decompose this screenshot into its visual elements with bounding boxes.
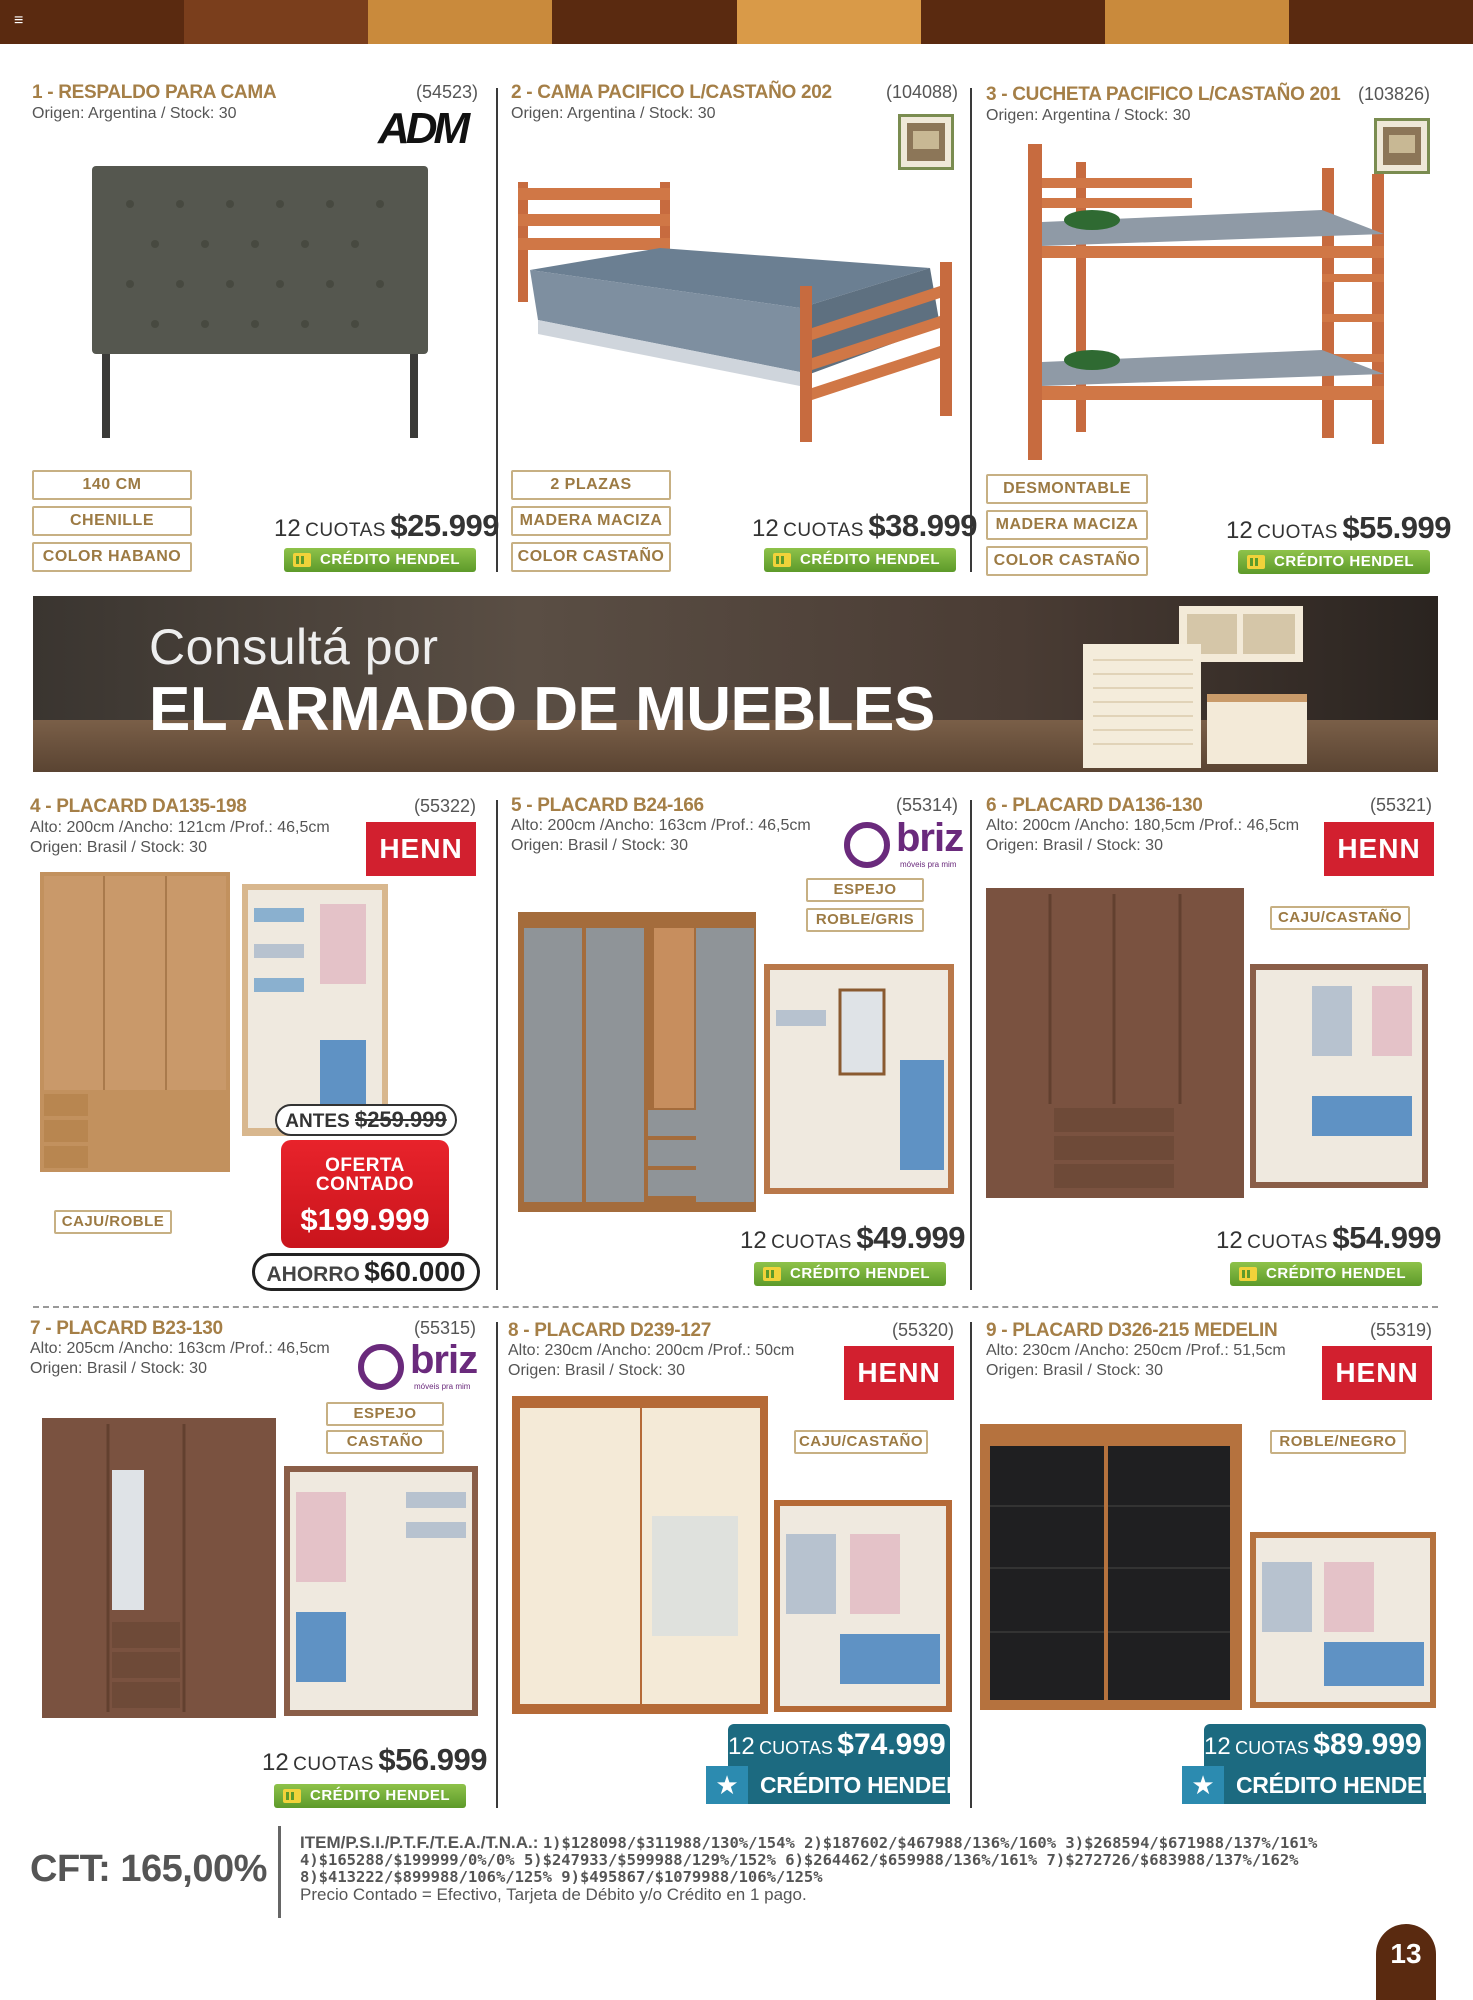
legal-text: ITEM/P.S.I./P.T.F./T.E.A./T.N.A.: 1)$128098/$311988/130%/154% 2)$187602/$467988/136%/160% 3)$268594/$671988/137%/161% 4)$165288/$199999/0%/0% 5)$247933/$599988/129%/152% 6)$264462/$659988/136%/161% 7)$272726/$683988/137%/162% 8)$413222/$899988/106%/125% 9)$495867/$1079988/106%/125% Precio Contado = Efectivo, Tarjeta de Débito y/o Crédito en 1 pago. (300, 1833, 1318, 1904)
product-dimensions: Alto: 230cm /Ancho: 250cm /Prof.: 51,5cm (986, 1342, 1286, 1359)
product-tag: CAJU/CASTAÑO (794, 1430, 928, 1454)
credit-card-icon (772, 552, 792, 568)
credit-card-icon (292, 552, 312, 568)
legal-divider (278, 1826, 281, 1918)
brand-logo-briz: briz móveis pra mim (844, 816, 968, 872)
price-installments: 12 CUOTAS $54.999 (1216, 1220, 1441, 1255)
wardrobe-image (978, 1422, 1438, 1712)
bed-image (510, 178, 964, 442)
product-title: 6 - PLACARD DA136-130 (986, 795, 1203, 816)
product-code: (55319) (1370, 1320, 1433, 1340)
wardrobe-image (984, 886, 1430, 1200)
ahorro-badge: AHORRO $60.000 (252, 1253, 480, 1291)
product-origin: Origen: Argentina / Stock: 30 (32, 105, 237, 122)
product-dimensions: Alto: 200cm /Ancho: 163cm /Prof.: 46,5cm (511, 817, 811, 834)
price-installments: 12 CUOTAS $25.999 (274, 508, 499, 543)
product-origin: Origen: Brasil / Stock: 30 (30, 839, 207, 856)
product-code: (104088) (886, 82, 959, 102)
column-divider (496, 88, 498, 572)
credit-card-icon (1246, 554, 1266, 570)
credit-hendel-badge: CRÉDITO HENDEL (754, 1262, 946, 1286)
antes-price-badge: ANTES $259.999 (275, 1104, 457, 1136)
product-origin: Origen: Brasil / Stock: 30 (986, 837, 1163, 854)
product-tag: COLOR CASTAÑO (511, 542, 671, 572)
product-code: (55320) (892, 1320, 955, 1340)
product-tag: DESMONTABLE (986, 474, 1148, 504)
credit-hendel-badge: CRÉDITO HENDEL (764, 548, 956, 572)
product-tag: ESPEJO (326, 1402, 444, 1426)
product-origin: Origen: Brasil / Stock: 30 (511, 837, 688, 854)
credit-hendel-badge: CRÉDITO HENDEL (1230, 1262, 1422, 1286)
row-divider (33, 1306, 1438, 1308)
brand-logo-henn: HENN (1324, 822, 1434, 876)
product-title: 9 - PLACARD D326-215 MEDELIN (986, 1320, 1278, 1341)
product-tag: MADERA MACIZA (986, 510, 1148, 540)
brand-logo-adm: ADM (378, 104, 467, 153)
product-origin: Origen: Brasil / Stock: 30 (30, 1360, 207, 1377)
product-dimensions: Alto: 200cm /Ancho: 180,5cm /Prof.: 46,5cm (986, 817, 1300, 834)
cft-rate: CFT: 165,00% (30, 1848, 267, 1890)
product-code: (55322) (414, 796, 477, 816)
column-divider (970, 1322, 972, 1808)
product-tag: CAJU/CASTAÑO (1270, 906, 1410, 930)
oferta-contado-badge: OFERTA CONTADO $199.999 (281, 1140, 449, 1248)
product-origin: Origen: Argentina / Stock: 30 (511, 105, 716, 122)
credit-hendel-badge: CRÉDITO HENDEL (274, 1784, 466, 1808)
product-code: (103826) (1358, 84, 1431, 104)
product-tag: CAJU/ROBLE (54, 1210, 172, 1234)
bunk-bed-image (1022, 134, 1392, 464)
star-icon: ★ (1182, 1766, 1224, 1804)
assembly-banner (33, 596, 1438, 772)
product-code: (55321) (1370, 795, 1433, 815)
product-tag: ESPEJO (806, 878, 924, 902)
credit-hendel-big-badge: 12 CUOTAS $89.999 CRÉDITO HENDEL ★ (1182, 1724, 1426, 1804)
product-tag: CHENILLE (32, 506, 192, 536)
credit-card-icon (1238, 1266, 1258, 1282)
wardrobe-image (40, 1412, 480, 1722)
wardrobe-image (510, 1394, 954, 1718)
product-tag: ROBLE/NEGRO (1270, 1430, 1406, 1454)
column-divider (970, 88, 972, 572)
brand-logo-mc (898, 114, 954, 170)
product-tag: MADERA MACIZA (511, 506, 671, 536)
product-origin: Origen: Brasil / Stock: 30 (508, 1362, 685, 1379)
product-title: 4 - PLACARD DA135-198 (30, 796, 247, 817)
brand-logo-henn: HENN (366, 822, 476, 876)
product-title: 1 - RESPALDO PARA CAMA (32, 82, 277, 103)
price-installments: 12 CUOTAS $55.999 (1226, 510, 1451, 545)
page-number: 13 (1376, 1924, 1436, 2000)
brand-logo-briz: briz móveis pra mim (358, 1338, 482, 1394)
credit-card-icon (762, 1266, 782, 1282)
menu-icon[interactable]: ≡ (14, 12, 24, 29)
product-code: (54523) (416, 82, 479, 102)
product-title: 8 - PLACARD D239-127 (508, 1320, 712, 1341)
column-divider (496, 800, 498, 1290)
brand-logo-henn: HENN (1322, 1346, 1432, 1400)
product-tag: 140 CM (32, 470, 192, 500)
wardrobe-image (516, 910, 956, 1220)
credit-card-icon (282, 1788, 302, 1804)
product-code: (55315) (414, 1318, 477, 1338)
price-installments: 12 CUOTAS $38.999 (752, 508, 977, 543)
credit-hendel-big-badge: 12 CUOTAS $74.999 CRÉDITO HENDEL ★ (706, 1724, 950, 1804)
product-tag: CASTAÑO (326, 1430, 444, 1454)
banner-line2: EL ARMADO DE MUEBLES (149, 675, 935, 744)
product-title: 2 - CAMA PACIFICO L/CASTAÑO 202 (511, 82, 832, 103)
banner-furniture-image (1083, 604, 1313, 770)
product-code: (55314) (896, 795, 959, 815)
product-title: 3 - CUCHETA PACIFICO L/CASTAÑO 201 (986, 84, 1341, 105)
banner-line1: Consultá por (149, 619, 439, 675)
price-installments: 12 CUOTAS $49.999 (740, 1220, 965, 1255)
credit-hendel-badge: CRÉDITO HENDEL (1238, 550, 1430, 574)
credit-hendel-badge: CRÉDITO HENDEL (284, 548, 476, 572)
product-title: 7 - PLACARD B23-130 (30, 1318, 223, 1339)
price-installments: 12 CUOTAS $56.999 (262, 1742, 487, 1777)
product-tag: COLOR CASTAÑO (986, 546, 1148, 576)
star-icon: ★ (706, 1766, 748, 1804)
product-dimensions: Alto: 200cm /Ancho: 121cm /Prof.: 46,5cm (30, 819, 330, 836)
brand-logo-henn: HENN (844, 1346, 954, 1400)
column-divider (496, 1322, 498, 1808)
product-dimensions: Alto: 230cm /Ancho: 200cm /Prof.: 50cm (508, 1342, 795, 1359)
product-dimensions: Alto: 205cm /Ancho: 163cm /Prof.: 46,5cm (30, 1340, 330, 1357)
product-tag: ROBLE/GRIS (806, 908, 924, 932)
product-tag: COLOR HABANO (32, 542, 192, 572)
headboard-image (90, 164, 430, 440)
product-origin: Origen: Argentina / Stock: 30 (986, 107, 1191, 124)
product-tag: 2 PLAZAS (511, 470, 671, 500)
top-stripe-bar (0, 0, 1473, 44)
column-divider (970, 800, 972, 1290)
product-title: 5 - PLACARD B24-166 (511, 795, 704, 816)
product-origin: Origen: Brasil / Stock: 30 (986, 1362, 1163, 1379)
